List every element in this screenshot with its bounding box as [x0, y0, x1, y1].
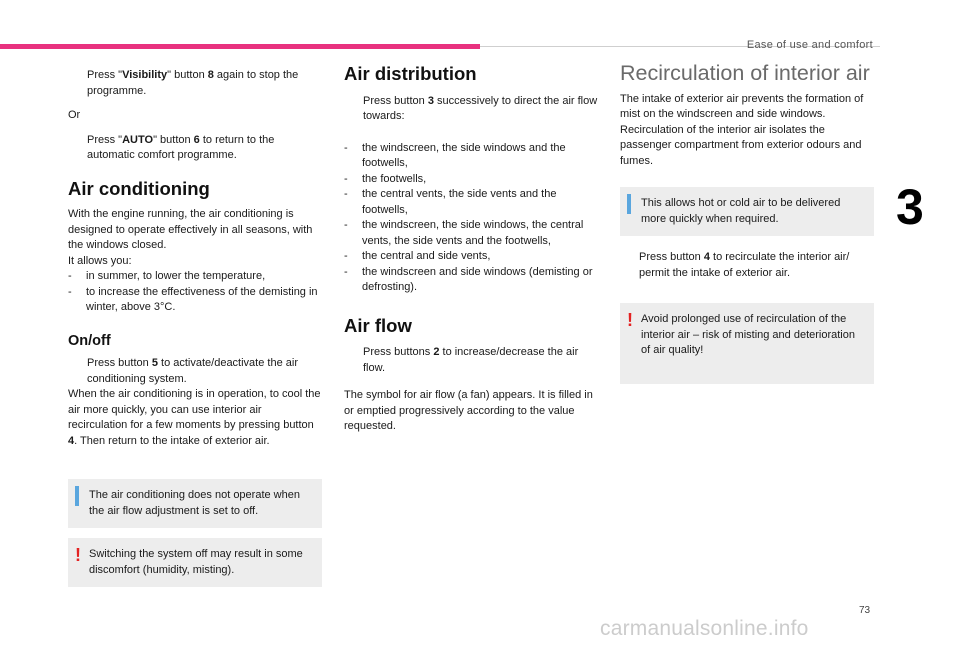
- watermark-logo: carmanualsonline.info: [600, 617, 809, 640]
- chapter-number: 3: [896, 179, 924, 235]
- instruction-auto: Press "AUTO" button 6 to return to the automatic comfort programme.: [87, 133, 275, 161]
- heading-on-off: On/off: [68, 332, 111, 349]
- onoff-text: When the air conditioning is in operation, to cool the air more quickly, you can use interior air recirculation for a few moments by pressing button 4. Then return to the intake of exterior air.: [68, 388, 321, 447]
- heading-recirculation: Recirculation of interior air: [620, 61, 870, 85]
- heading-air-distribution: Air distribution: [344, 63, 477, 84]
- instruction-flow: Press buttons 2 to increase/decrease the air flow.: [363, 346, 579, 374]
- heading-air-flow: Air flow: [344, 314, 412, 336]
- instruction-recirculation: Press button 4 to recirculate the interior air/ permit the intake of exterior air.: [639, 251, 850, 279]
- section-header: Ease of use and comfort: [746, 39, 873, 51]
- instruction-onoff: Press button 5 to activate/deactivate the air conditioning system.: [87, 357, 298, 385]
- list-item: - the footwells,: [344, 172, 427, 185]
- warning-icon: !: [627, 310, 633, 330]
- info-icon: [75, 486, 79, 506]
- info-box-recirculation: This allows hot or cold air to be delivered more quickly when required.: [620, 187, 874, 236]
- warning-icon: !: [75, 545, 81, 565]
- list-item: - the windscreen, the side windows and the footwells,: [344, 141, 566, 169]
- list-item: - the windscreen, the side windows, the central vents, the side vents and the footwells,: [344, 219, 584, 247]
- ac-list: [68, 269, 322, 316]
- ac-intro: With the engine running, the air conditioning is designed to operate effectively in all seasons, with the windows closed.: [68, 208, 313, 251]
- column-middle: [344, 63, 602, 435]
- list-item: - the windscreen and side windows (demisting or defrosting).: [344, 265, 593, 293]
- top-accent-bar: [0, 44, 480, 49]
- column-right: [620, 61, 874, 384]
- list-item: - the central and side vents,: [344, 250, 491, 262]
- recirculation-text: The intake of exterior air prevents the formation of mist on the windscreen and side windows. Recirculation of the interior air isolates the passenger compartment from exterior odours and fumes.: [620, 92, 864, 167]
- info-icon: [627, 194, 631, 214]
- or-text: Or: [68, 109, 81, 121]
- warning-box-ac: ! Switching the system off may result in some discomfort (humidity, misting).: [68, 538, 322, 587]
- instruction-visibility: Press "Visibility" button 8 again to stop the programme.: [87, 69, 299, 97]
- warning-box-recirculation: ! Avoid prolonged use of recirculation of the interior air – risk of misting and deterioration of air quality!: [620, 303, 874, 384]
- instruction-distribution: Press button 3 successively to direct the air flow towards:: [363, 94, 598, 122]
- list-item: - to increase the effectiveness of the demisting in winter, above 3°C.: [68, 285, 318, 313]
- column-left: [68, 66, 322, 587]
- flow-text: The symbol for air flow (a fan) appears. It is filled in or emptied progressively according to the value requested.: [344, 389, 593, 432]
- list-item: - in summer, to lower the temperature,: [68, 270, 266, 282]
- info-box-ac: The air conditioning does not operate when the air flow adjustment is set to off.: [68, 479, 322, 528]
- page-number: 73: [859, 605, 871, 616]
- heading-air-conditioning: Air conditioning: [68, 177, 210, 199]
- ac-allows: It allows you:: [68, 254, 132, 267]
- list-item: - the central vents, the side vents and the footwells,: [344, 188, 557, 216]
- distribution-list: [344, 141, 602, 296]
